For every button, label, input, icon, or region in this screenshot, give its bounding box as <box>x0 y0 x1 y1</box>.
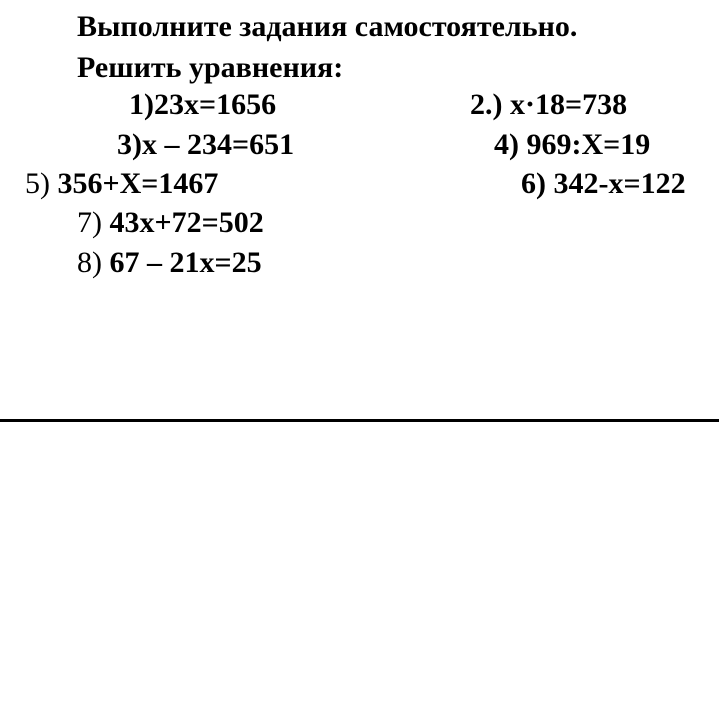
horizontal-divider <box>0 419 719 422</box>
equation-3-label: 3) <box>117 128 142 161</box>
equation-6 <box>521 167 686 201</box>
equation-7-label: 7) <box>77 206 110 239</box>
equation-7 <box>77 206 264 240</box>
equation-2 <box>470 88 627 122</box>
equation-8 <box>77 246 262 280</box>
equation-6-text: 342-x=122 <box>553 167 686 200</box>
equation-8-text: 67 – 21x=25 <box>109 246 262 279</box>
equation-7-text: 43x+72=502 <box>109 206 264 239</box>
equation-5 <box>25 167 218 201</box>
equation-5-text: 356+X=1467 <box>57 167 219 200</box>
equation-4 <box>494 128 650 162</box>
equation-6-label: 6) <box>521 167 554 200</box>
equation-1-label: 1) <box>129 88 154 121</box>
equation-2-label: 2.) <box>470 88 510 121</box>
equation-1-text: 23x=1656 <box>154 88 277 121</box>
task-title: Выполните задания самостоятельно. <box>77 10 578 43</box>
equation-5-label: 5) <box>25 167 58 200</box>
equation-8-label: 8) <box>77 246 110 279</box>
equation-3 <box>117 128 294 162</box>
equation-3-text: x – 234=651 <box>142 128 295 161</box>
equation-1 <box>129 88 276 122</box>
equation-4-label: 4) <box>494 128 527 161</box>
task-subtitle: Решить уравнения: <box>77 51 344 84</box>
equation-2-text: x·18=738 <box>510 88 628 121</box>
equation-4-text: 969:X=19 <box>526 128 651 161</box>
